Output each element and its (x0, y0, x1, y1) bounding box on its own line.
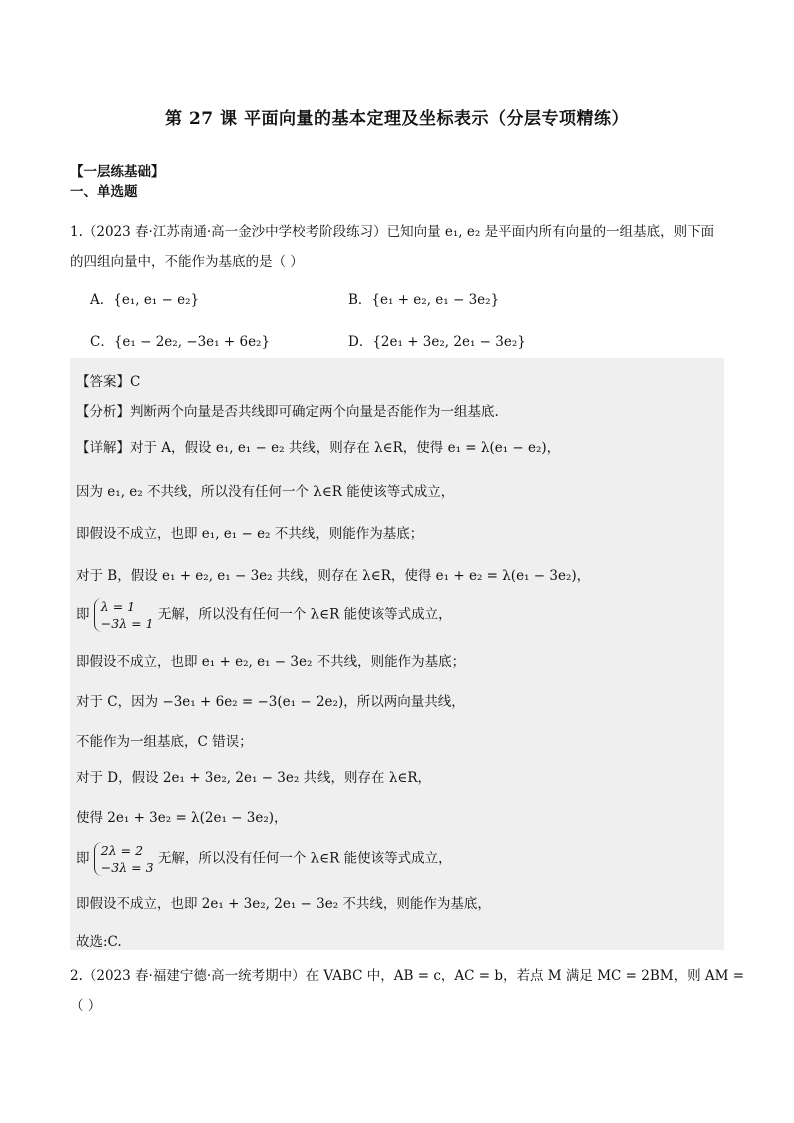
solution-line: 不能作为一组基底，C 错误； (76, 734, 253, 750)
equation-system-b (94, 598, 154, 632)
page-title: 第 27 课 平面向量的基本定理及坐标表示（分层专项精练） (165, 109, 629, 129)
solution-line: 即假设不成立，也即 e₁ + e₂, e₁ − 3e₂ 不共线，则能作为基底； (76, 654, 466, 670)
q1-option-a: A．{e₁, e₁ − e₂} (90, 292, 200, 308)
prefix-ji: 即 (76, 606, 90, 623)
solution-system-d-row (76, 842, 452, 876)
q1-option-d: D．{2e₁ + 3e₂, 2e₁ − 3e₂} (348, 334, 526, 350)
solution-line: 即假设不成立，也即 e₁, e₁ − e₂ 不共线，则能作为基底； (76, 526, 424, 542)
solution-line: 对于 C，因为 −3e₁ + 6e₂ = −3(e₁ − 2e₂)，所以两向量共线， (76, 694, 465, 710)
solution-line: 对于 B，假设 e₁ + e₂, e₁ − 3e₂ 共线，则存在 λ∈R，使得 e₁ + e₂ = λ(e₁ − 3e₂)， (76, 568, 591, 584)
solution-line: 故选:C. (76, 934, 122, 950)
solution-line: 因为 e₁, e₂ 不共线，所以没有任何一个 λ∈R 能使该等式成立， (76, 484, 455, 500)
q2-stem-line2: （ ） (70, 998, 102, 1014)
solution-line: 即假设不成立，也即 2e₁ + 3e₂, 2e₁ − 3e₂ 不共线，则能作为基底， (76, 896, 491, 912)
q1-stem-line1: 1.（2023 春·江苏南通·高一金沙中学校考阶段练习）已知向量 e₁, e₂ 是平面内所有向量的一组基底，则下面 (70, 224, 715, 240)
solution-answer: 【答案】C (76, 374, 141, 390)
system-b-eq1: λ = 1 (100, 599, 136, 614)
solution-line: 无解，所以没有任何一个 λ∈R 能使该等式成立， (157, 850, 452, 867)
section-subheader: 一、单选题 (70, 184, 138, 200)
solution-analysis: 【分析】判断两个向量是否共线即可确定两个向量是否能作为一组基底. (76, 404, 499, 420)
solution-line: 使得 2e₁ + 3e₂ = λ(2e₁ − 3e₂)， (76, 810, 288, 826)
q1-option-c: C．{e₁ − 2e₂, −3e₁ + 6e₂} (90, 334, 271, 350)
q2-stem-line1: 2.（2023 春·福建宁德·高一统考期中）在 VABC 中，AB = c，AC = b，若点 M 满足 MC = 2BM，则 AM = (70, 968, 745, 984)
system-b-eq2: −3λ = 1 (100, 616, 154, 631)
q1-stem-line2: 的四组向量中，不能作为基底的是（ ） (70, 254, 304, 270)
section-header: 【一层练基础】 (70, 164, 165, 180)
prefix-ji: 即 (76, 850, 90, 867)
solution-system-b-row (76, 598, 452, 632)
q1-option-b: B．{e₁ + e₂, e₁ − 3e₂} (348, 292, 500, 308)
system-d-eq2: −3λ = 3 (100, 860, 154, 875)
equation-system-d (94, 842, 154, 876)
system-d-eq1: 2λ = 2 (100, 843, 144, 858)
solution-line: 对于 D，假设 2e₁ + 3e₂, 2e₁ − 3e₂ 共线，则存在 λ∈R， (76, 770, 432, 786)
solution-line: 无解，所以没有任何一个 λ∈R 能使该等式成立， (157, 606, 452, 623)
solution-line: 【详解】对于 A，假设 e₁, e₁ − e₂ 共线，则存在 λ∈R，使得 e₁ = λ(e₁ − e₂)， (76, 440, 561, 456)
